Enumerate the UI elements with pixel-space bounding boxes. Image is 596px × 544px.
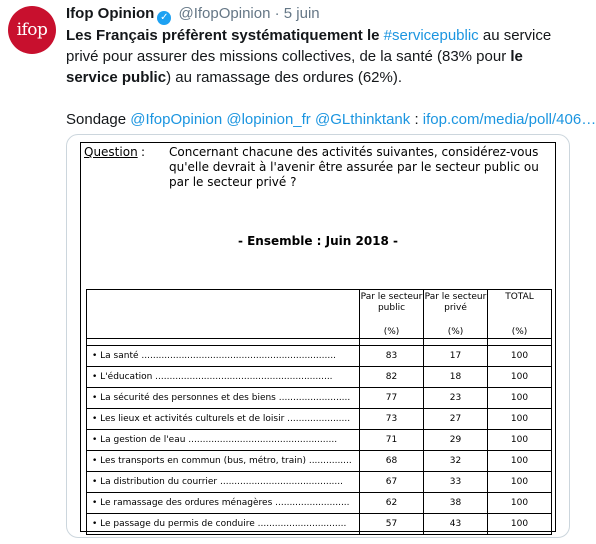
value-private: 43 — [424, 514, 488, 535]
row-label: • La distribution du courrier ........................................... — [87, 472, 360, 493]
table-row — [87, 451, 552, 472]
value-total: 100 — [488, 451, 552, 472]
header-total-title: TOTAL — [505, 292, 534, 302]
value-total: 100 — [488, 388, 552, 409]
tweet-date[interactable]: 5 juin — [283, 5, 320, 22]
table-spacer-row — [87, 339, 552, 346]
value-private: 33 — [424, 472, 488, 493]
table-row — [87, 430, 552, 451]
row-label: • La sécurité des personnes et des biens ......................... — [87, 388, 360, 409]
value-public: 71 — [360, 430, 424, 451]
hashtag-link[interactable]: #servicepublic — [383, 27, 479, 44]
source-colon: : — [414, 111, 419, 128]
tweet-text-bold-2: le service public — [66, 48, 523, 86]
value-total: 100 — [488, 346, 552, 367]
header-private-title: Par le secteur privé — [424, 292, 487, 313]
value-private: 38 — [424, 493, 488, 514]
header-private-unit: (%) — [447, 327, 464, 337]
value-public: 73 — [360, 409, 424, 430]
results-table — [86, 289, 552, 535]
spacer-cell — [87, 339, 360, 346]
value-private: 27 — [424, 409, 488, 430]
question-label: Question — [84, 145, 138, 159]
table-row — [87, 409, 552, 430]
header-public-title: Par le secteur public — [360, 292, 423, 313]
mention-link[interactable]: @lopinion_fr — [226, 111, 311, 128]
value-total: 100 — [488, 514, 552, 535]
spacer-cell — [424, 339, 488, 346]
table-row — [87, 388, 552, 409]
tweet-header — [66, 5, 320, 25]
header-total-unit: (%) — [511, 327, 528, 337]
question-colon: : — [141, 145, 146, 159]
separator-dot: · — [274, 5, 280, 22]
value-private: 17 — [424, 346, 488, 367]
avatar[interactable]: ifop — [8, 6, 56, 54]
value-total: 100 — [488, 430, 552, 451]
tweet-text-end: ) au ramassage des ordures (62%). — [166, 69, 403, 86]
spacer-cell — [488, 339, 552, 346]
survey-document — [80, 142, 556, 532]
tweet-text-bold: Les Français préfèrent systématiquement le — [66, 27, 380, 44]
row-label: • L'éducation .............................................................. — [87, 367, 360, 388]
row-label: • Le ramassage des ordures ménagères .......................... — [87, 493, 360, 514]
row-label: • Les lieux et activités culturels et de loisir ...................... — [87, 409, 360, 430]
header-public-unit: (%) — [383, 327, 400, 337]
value-total: 100 — [488, 472, 552, 493]
source-label: Sondage — [66, 111, 127, 128]
tweet-paragraph — [66, 25, 570, 88]
row-label: • La gestion de l'eau .................................................... — [87, 430, 360, 451]
table-row — [87, 472, 552, 493]
display-name[interactable]: Ifop Opinion — [66, 5, 155, 22]
header-total — [488, 290, 552, 339]
user-handle[interactable]: @IfopOpinion — [178, 5, 271, 22]
row-label: • La santé .................................................................... — [87, 346, 360, 367]
table-row — [87, 346, 552, 367]
value-total: 100 — [488, 367, 552, 388]
value-private: 23 — [424, 388, 488, 409]
survey-image[interactable] — [66, 134, 570, 538]
value-public: 83 — [360, 346, 424, 367]
table-row — [87, 493, 552, 514]
value-private: 29 — [424, 430, 488, 451]
value-public: 67 — [360, 472, 424, 493]
table-row — [87, 367, 552, 388]
table-row — [87, 514, 552, 535]
survey-subtitle: - Ensemble : Juin 2018 - — [237, 234, 399, 248]
tweet-source-line — [66, 109, 596, 130]
mention-link[interactable]: @GLthinktank — [314, 111, 411, 128]
row-label: • Le passage du permis de conduire ............................... — [87, 514, 360, 535]
value-public: 82 — [360, 367, 424, 388]
spacer-cell — [360, 339, 424, 346]
value-public: 77 — [360, 388, 424, 409]
value-private: 18 — [424, 367, 488, 388]
value-public: 57 — [360, 514, 424, 535]
table-header-row — [87, 290, 552, 339]
value-public: 62 — [360, 493, 424, 514]
value-public: 68 — [360, 451, 424, 472]
mention-link[interactable]: @IfopOpinion — [130, 111, 223, 128]
question-text: Concernant chacune des activités suivantes, considérez-vous qu'elle devrait à l'avenir être assurée par le secteur public ou par le secteur privé ? — [169, 145, 539, 189]
verified-badge-icon: ✓ — [157, 11, 171, 25]
header-public — [360, 290, 424, 339]
tweet-text — [66, 25, 596, 130]
poll-link[interactable]: ifop.com/media/poll/406… — [422, 111, 596, 128]
header-private — [424, 290, 488, 339]
value-total: 100 — [488, 409, 552, 430]
value-total: 100 — [488, 493, 552, 514]
header-blank-cell — [87, 290, 360, 339]
row-label: • Les transports en commun (bus, métro, train) ............... — [87, 451, 360, 472]
value-private: 32 — [424, 451, 488, 472]
tweet-text-part: au service privé pour assurer des missions collectives, de la santé (83% pour — [66, 27, 552, 65]
